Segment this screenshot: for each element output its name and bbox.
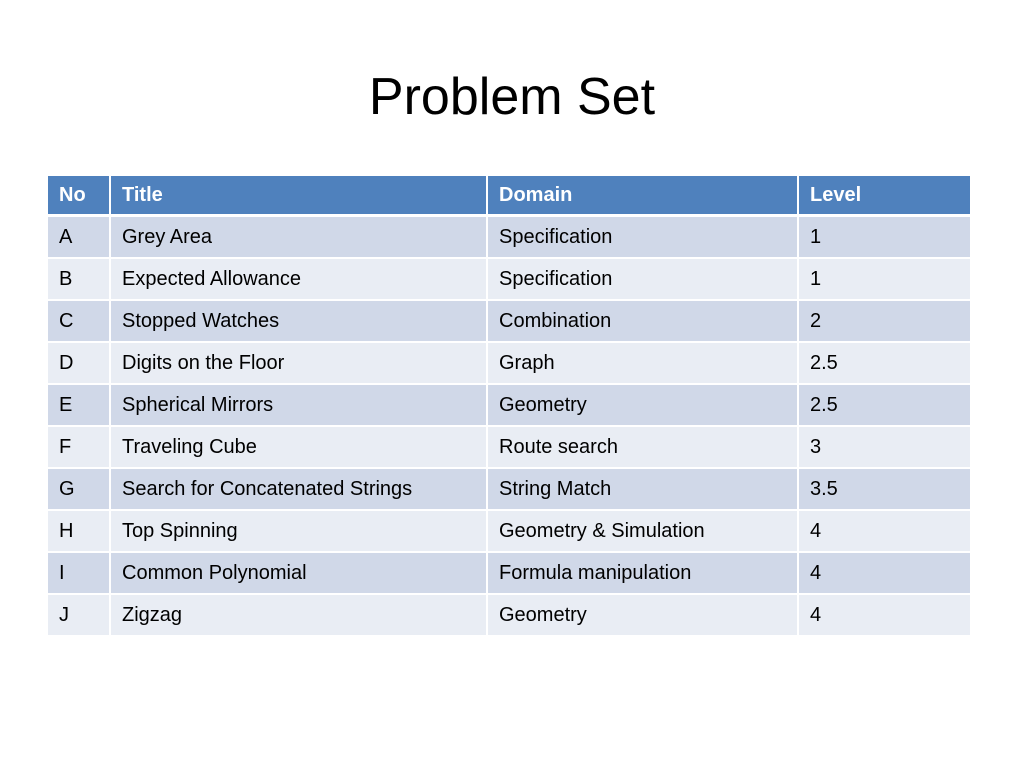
table-row xyxy=(48,553,970,595)
cell-domain: Route search xyxy=(488,427,799,469)
table-header-row xyxy=(48,176,970,217)
cell-no: H xyxy=(48,511,111,553)
cell-level: 2.5 xyxy=(799,385,970,427)
cell-domain: Formula manipulation xyxy=(488,553,799,595)
cell-title: Traveling Cube xyxy=(111,427,488,469)
cell-domain: Specification xyxy=(488,217,799,259)
table-row xyxy=(48,427,970,469)
table-row xyxy=(48,301,970,343)
cell-title: Search for Concatenated Strings xyxy=(111,469,488,511)
cell-level: 2.5 xyxy=(799,343,970,385)
cell-level: 1 xyxy=(799,259,970,301)
cell-level: 3 xyxy=(799,427,970,469)
cell-domain: Specification xyxy=(488,259,799,301)
cell-no: B xyxy=(48,259,111,301)
cell-title: Stopped Watches xyxy=(111,301,488,343)
table-row xyxy=(48,385,970,427)
cell-no: G xyxy=(48,469,111,511)
cell-title: Common Polynomial xyxy=(111,553,488,595)
cell-level: 3.5 xyxy=(799,469,970,511)
cell-level: 1 xyxy=(799,217,970,259)
cell-level: 4 xyxy=(799,595,970,637)
header-no: No xyxy=(48,176,111,217)
header-level: Level xyxy=(799,176,970,217)
cell-domain: Geometry xyxy=(488,595,799,637)
problem-table xyxy=(48,176,970,637)
cell-no: F xyxy=(48,427,111,469)
cell-domain: Geometry xyxy=(488,385,799,427)
table-row xyxy=(48,595,970,637)
header-domain: Domain xyxy=(488,176,799,217)
table-row xyxy=(48,217,970,259)
cell-level: 4 xyxy=(799,511,970,553)
cell-title: Expected Allowance xyxy=(111,259,488,301)
table-row xyxy=(48,259,970,301)
slide-title: Problem Set xyxy=(368,68,656,126)
cell-title: Spherical Mirrors xyxy=(111,385,488,427)
cell-domain: Graph xyxy=(488,343,799,385)
table-row xyxy=(48,511,970,553)
cell-no: E xyxy=(48,385,111,427)
cell-title: Zigzag xyxy=(111,595,488,637)
cell-no: I xyxy=(48,553,111,595)
cell-level: 2 xyxy=(799,301,970,343)
cell-title: Grey Area xyxy=(111,217,488,259)
header-title: Title xyxy=(111,176,488,217)
table-row xyxy=(48,469,970,511)
table-row xyxy=(48,343,970,385)
cell-no: J xyxy=(48,595,111,637)
problem-table-container xyxy=(48,176,970,637)
cell-domain: String Match xyxy=(488,469,799,511)
cell-no: A xyxy=(48,217,111,259)
cell-title: Top Spinning xyxy=(111,511,488,553)
cell-level: 4 xyxy=(799,553,970,595)
cell-domain: Geometry & Simulation xyxy=(488,511,799,553)
cell-domain: Combination xyxy=(488,301,799,343)
cell-no: C xyxy=(48,301,111,343)
cell-no: D xyxy=(48,343,111,385)
cell-title: Digits on the Floor xyxy=(111,343,488,385)
